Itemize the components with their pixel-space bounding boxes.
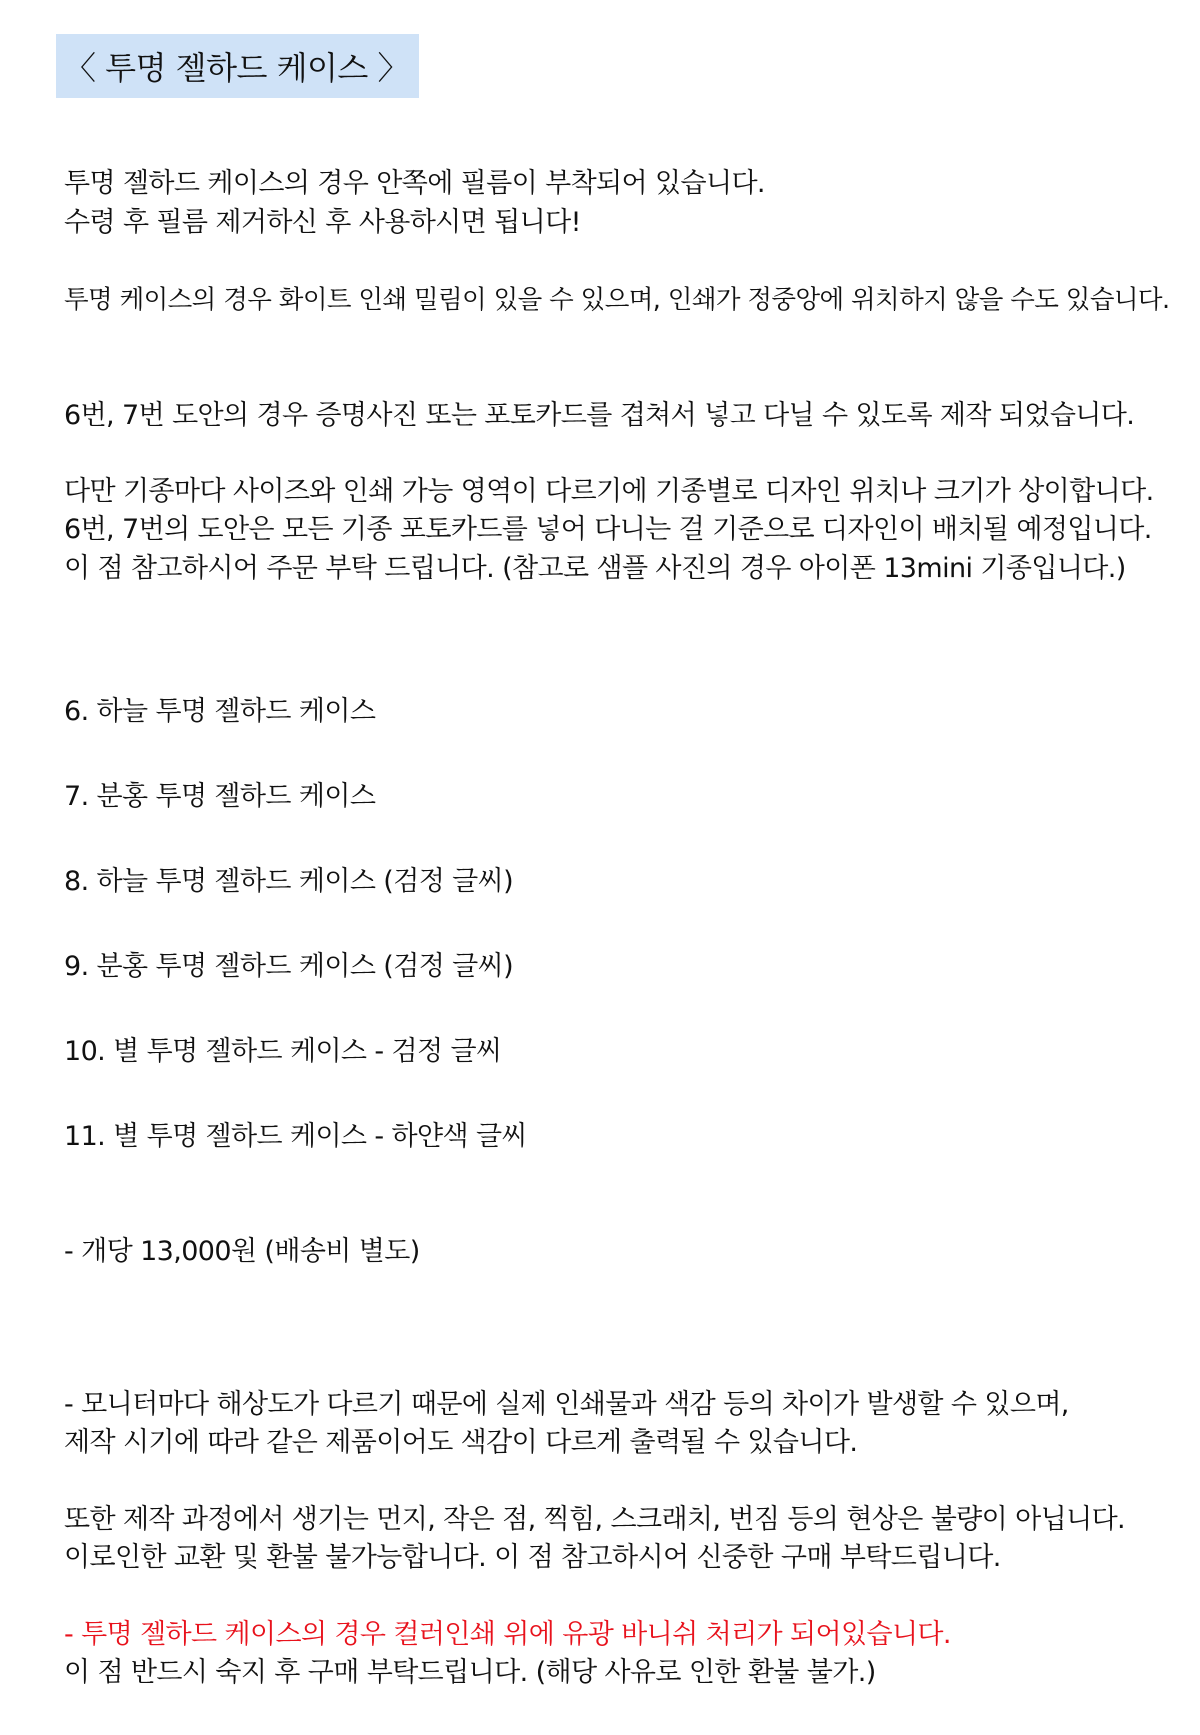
intro-remove-text: 수령 후 필름 제거하신 후 사용하시면 됩니다!	[64, 207, 581, 238]
notice-text-5: 이 점 반드시 숙지 후 구매 부탁드립니다. (해당 사유로 인한 환불 불가.)	[64, 1657, 876, 1688]
notice-text-4: 이로인한 교환 및 환불 불가능합니다. 이 점 참고하시어 신중한 구매 부탁드립니다.	[64, 1542, 1001, 1573]
intro-print-text: 투명 케이스의 경우 화이트 인쇄 밀림이 있을 수 있으며, 인쇄가 정중앙에 위치하지 않을 수도 있습니다.	[64, 285, 1170, 315]
photocard-text-4: 이 점 참고하시어 주문 부탁 드립니다. (참고로 샘플 사진의 경우 아이폰 13mini 기종입니다.)	[64, 553, 1126, 584]
product-item: 10. 별 투명 젤하드 케이스 - 검정 글씨	[64, 1036, 502, 1067]
price-text: - 개당 13,000원 (배송비 별도)	[64, 1236, 420, 1267]
varnish-warning-text: - 투명 젤하드 케이스의 경우 컬러인쇄 위에 유광 바니쉬 처리가 되어있습니다.	[64, 1619, 951, 1650]
product-item: 6. 하늘 투명 젤하드 케이스	[64, 696, 376, 727]
intro-film-text: 투명 젤하드 케이스의 경우 안쪽에 필름이 부착되어 있습니다.	[64, 168, 765, 199]
photocard-text-3: 6번, 7번의 도안은 모든 기종 포토카드를 넣어 다니는 걸 기준으로 디자인이 배치될 예정입니다.	[64, 514, 1152, 545]
notice-text-2: 제작 시기에 따라 같은 제품이어도 색감이 다르게 출력될 수 있습니다.	[64, 1427, 858, 1458]
product-item: 8. 하늘 투명 젤하드 케이스 (검정 글씨)	[64, 866, 514, 897]
page-title: 〈 투명 젤하드 케이스 〉	[56, 34, 419, 98]
product-item: 11. 별 투명 젤하드 케이스 - 하얀색 글씨	[64, 1121, 527, 1152]
notice-text-3: 또한 제작 과정에서 생기는 먼지, 작은 점, 찍힘, 스크래치, 번짐 등의 현상은 불량이 아닙니다.	[64, 1504, 1126, 1535]
photocard-text-2: 다만 기종마다 사이즈와 인쇄 가능 영역이 다르기에 기종별로 디자인 위치나 크기가 상이합니다.	[64, 476, 1154, 507]
photocard-text-1: 6번, 7번 도안의 경우 증명사진 또는 포토카드를 겹쳐서 넣고 다닐 수 있도록 제작 되었습니다.	[64, 400, 1135, 431]
product-item: 9. 분홍 투명 젤하드 케이스 (검정 글씨)	[64, 951, 514, 982]
notice-text-1: - 모니터마다 해상도가 다르기 때문에 실제 인쇄물과 색감 등의 차이가 발생할 수 있으며,	[64, 1389, 1069, 1420]
product-item: 7. 분홍 투명 젤하드 케이스	[64, 781, 376, 812]
